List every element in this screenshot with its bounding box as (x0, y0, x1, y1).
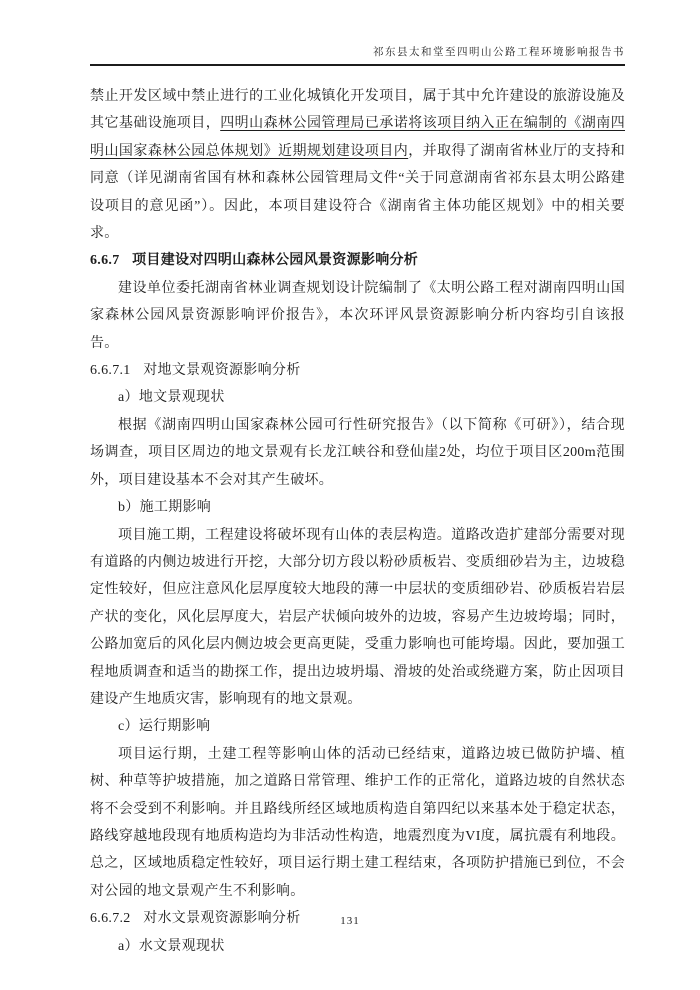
heading-title: 对地文景观资源影响分析 (143, 363, 301, 379)
document-body (90, 83, 625, 960)
section-heading-6-6-7 (90, 247, 625, 274)
paragraph-continued (90, 83, 625, 247)
header-divider (90, 64, 625, 66)
heading-number: 6.6.7.2 (90, 911, 131, 927)
list-item-a-hydrology-status: a）水文景观现状 (118, 938, 225, 954)
heading-title: 对水文景观资源影响分析 (143, 911, 301, 927)
paragraph: 根据《湖南四明山国家森林公园可行性研究报告》（以下简称《可研》），结合现场调查，项目区周边的地文景观有长龙江峡谷和登仙崖2处，均位于项目区200m范围外，项目建设基本不会对其产生破坏。 (90, 417, 625, 488)
header-title: 祁东县太和堂至四明山公路工程环境影响报告书 (373, 47, 625, 58)
list-item-b-construction-impact: b）施工期影响 (118, 500, 212, 516)
paragraph-text: ，并取得了湖南省林业厅的支持和同意（详见湖南省国有林和森林公园管理局文件“关于同意湖南省祁东县太明公路建设项目的意见函”）。因此，本项目建设符合《湖南省主体功能区规划》中的相关要求。 (90, 143, 625, 242)
page-header (90, 44, 625, 59)
heading-number: 6.6.7 (90, 253, 120, 269)
paragraph-text: 禁止开发区域中禁止进行的工业化城镇化开发项目，属于其中允许建设的旅游设施及其它基础设施项目， (90, 89, 625, 132)
page-footer (0, 915, 700, 927)
page-number: 131 (340, 915, 360, 927)
section-heading-6-6-7-1 (90, 357, 625, 384)
underlined-text: 四明山森林公园管理局已承诺将该项目纳入正在编制的《湖南四明山国家森林公园总体规划》近期规划建设项目内 (90, 116, 626, 159)
heading-title: 项目建设对四明山森林公园风景资源影响分析 (132, 253, 419, 269)
paragraph: 项目运行期，土建工程等影响山体的活动已经结束，道路边坡已做防护墙、植树、种草等护坡措施，加之道路日常管理、维护工作的正常化，道路边坡的自然状态将不会受到不利影响。并且路线所经区域地质构造自第四纪以来基本处于稳定状态，路线穿越地段现有地质构造均为非活动性构造，地震烈度为VI度，属抗震有利地段。总之，区域地质稳定性较好，项目运行期土建工程结束，各项防护措施已到位，不会对公园的地文景观产生不利影响。 (90, 746, 625, 899)
list-item-c-operation-impact: c）运行期影响 (118, 719, 211, 735)
heading-number: 6.6.7.1 (90, 363, 131, 379)
paragraph: 建设单位委托湖南省林业调查规划设计院编制了《太明公路工程对湖南四明山国家森林公园风景资源影响评价报告》，本次环评风景资源影响分析内容均引自该报告。 (90, 280, 625, 351)
paragraph: 项目施工期，工程建设将破坏现有山体的表层构造。道路改造扩建部分需要对现有道路的内侧边坡进行开挖，大部分切方段以粉砂质板岩、变质细砂岩为主，边坡稳定性较好，但应注意风化层厚度较大地段的薄一中层状的变质细砂岩、砂质板岩岩层产状的变化，风化层厚度大，岩层产状倾向坡外的边坡，容易产生边坡垮塌；同时，公路加宽后的风化层内侧边坡会更高更陡，受重力影响也可能垮塌。因此，要加强工程地质调查和适当的勘探工作，提出边坡坍塌、滑坡的处治或绕避方案，防止因项目建设产生地质灾害，影响现有的地文景观。 (90, 527, 625, 707)
list-item-a-geology-status: a）地文景观现状 (118, 390, 225, 406)
